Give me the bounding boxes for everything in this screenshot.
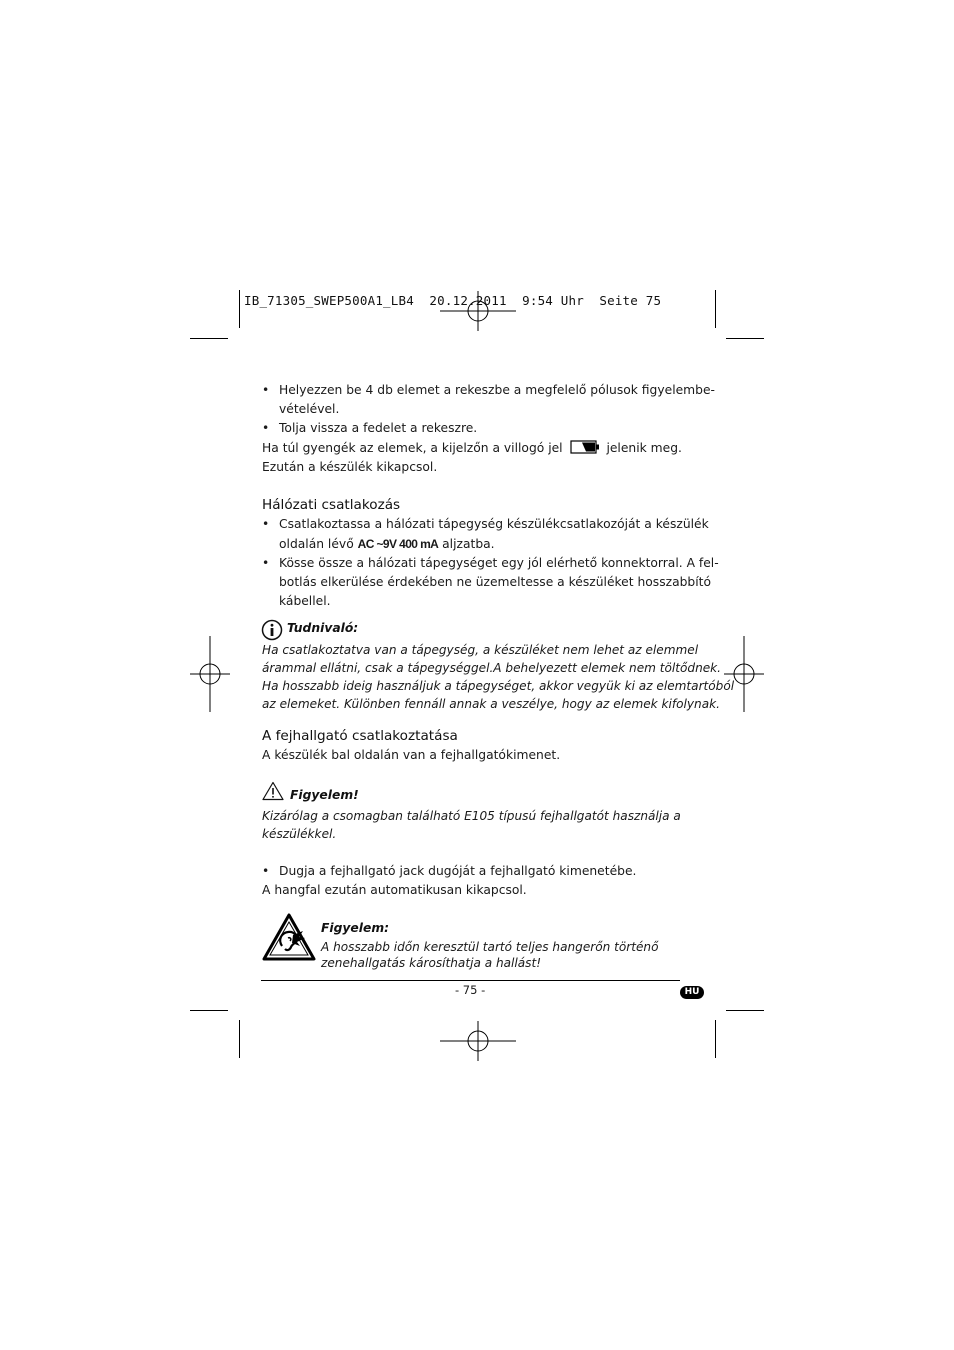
crop-mark <box>726 1010 764 1011</box>
mains-bullet1-line1: Csatlakoztassa a hálózati tápegység készülékcsatlakozóját a készülék <box>279 517 709 531</box>
print-slug: IB_71305_SWEP500A1_LB4 20.12.2011 9:54 Uhr Seite 75 <box>244 293 662 308</box>
registration-mark-right <box>724 636 764 712</box>
intro-bullet1-line1: Helyezzen be 4 db elemet a rekeszbe a megfelelő pólusok figyelembe- <box>279 383 715 397</box>
note-line3: Ha hosszabb ideig használjuk a tápegységet, akkor vegyük ki az elemtartóból <box>262 679 735 693</box>
warning-triangle-icon <box>262 781 284 801</box>
hearing-damage-warning-icon <box>262 913 316 961</box>
footer-rule <box>261 980 680 981</box>
bullet-dot: • <box>262 421 270 435</box>
crop-mark <box>190 1010 228 1011</box>
plug-line2: A hangfal ezután automatikusan kikapcsol. <box>262 883 527 897</box>
warning2-line1: A hosszabb időn keresztül tartó teljes hangerőn történő <box>321 940 659 954</box>
bullet-dot: • <box>262 517 270 531</box>
note-line2: árammal ellátni, csak a tápegységgel.A behelyezett elemek nem töltődnek. <box>262 661 722 675</box>
bullet-dot: • <box>262 556 270 570</box>
info-icon <box>261 619 283 641</box>
mains-bullet2-line3: kábellel. <box>279 594 331 608</box>
weak-battery-after: jelenik meg. <box>606 441 682 455</box>
plug-bullet: Dugja a fejhallgató jack dugóját a fejhallgató kimenetébe. <box>279 864 637 878</box>
mains-heading: Hálózati csatlakozás <box>262 497 401 513</box>
intro-bullet2: Tolja vissza a fedelet a rekeszre. <box>279 421 478 435</box>
page-number: - 75 - <box>455 983 486 997</box>
mains-bullet2-line1: Kösse össze a hálózati tápegységet egy jól elérhető konnektorral. A fel- <box>279 556 719 570</box>
weak-battery-before: Ha túl gyengék az elemek, a kijelzőn a villogó jel <box>262 441 563 455</box>
crop-mark <box>190 338 228 339</box>
language-code: HU <box>684 987 700 997</box>
weak-battery-line2: Ezután a készülék kikapcsol. <box>262 460 438 474</box>
mains-bullet1-line2: oldalán lévő AC ~9V 400 mA aljzatba. <box>279 537 495 551</box>
warning1-line2: készülékkel. <box>262 827 337 841</box>
intro-bullet1-line2: vételével. <box>279 402 340 416</box>
battery-icon <box>570 440 600 454</box>
warning1-label: Figyelem! <box>290 788 359 802</box>
crop-mark <box>239 1020 240 1058</box>
ac-input-symbol: AC ~9V 400 mA <box>357 537 439 551</box>
warning2-label: Figyelem: <box>321 921 390 935</box>
mains-bullet2-line2: botlás elkerülése érdekében ne üzemeltesse a készüléket hosszabbító <box>279 575 711 589</box>
warning2-line2: zenehallgatás károsíthatja a hallást! <box>321 956 542 970</box>
headphones-line1: A készülék bal oldalán van a fejhallgatókimenet. <box>262 748 561 762</box>
crop-mark <box>726 338 764 339</box>
note-line1: Ha csatlakoztatva van a tápegység, a készüléket nem lehet az elemmel <box>262 643 699 657</box>
headphones-heading: A fejhallgató csatlakoztatása <box>262 728 458 744</box>
crop-mark <box>715 1020 716 1058</box>
crop-mark <box>239 290 240 328</box>
bullet-dot: • <box>262 864 270 878</box>
note-line4: az elemeket. Különben fennáll annak a veszélye, hogy az elemek kifolynak. <box>262 697 720 711</box>
crop-mark <box>715 290 716 328</box>
bullet-dot: • <box>262 383 270 397</box>
weak-battery-text <box>262 440 682 455</box>
warning1-line1: Kizárólag a csomagban található E105 típusú fejhallgatót használja a <box>262 809 681 823</box>
language-badge <box>680 986 704 999</box>
registration-mark-left <box>190 636 230 712</box>
registration-mark-bottom <box>440 1021 516 1061</box>
note-label: Tudnivaló: <box>287 621 359 635</box>
